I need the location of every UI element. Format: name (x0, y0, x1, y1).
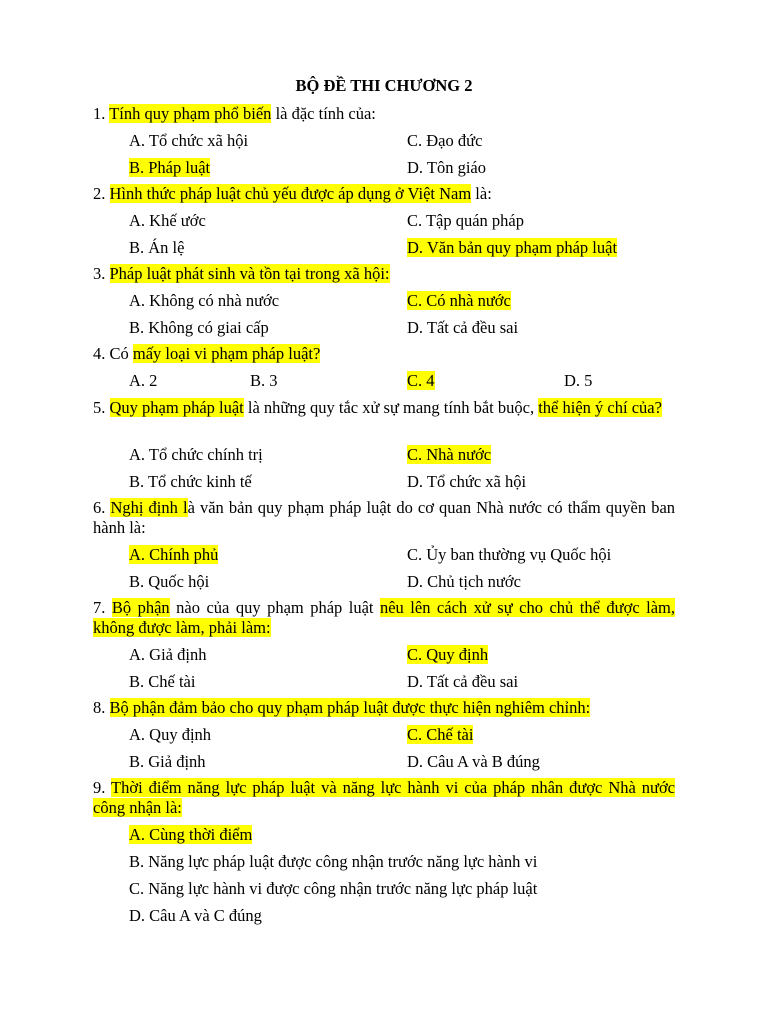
answer-option (129, 472, 252, 492)
answer-option (407, 445, 491, 465)
answer-option (407, 238, 617, 258)
answer-option-text: D. 5 (564, 371, 593, 390)
question-highlight: Hình thức pháp luật chủ yếu được áp dụng ở Việt Nam (109, 184, 472, 203)
answer-option-text: B. Năng lực pháp luật được công nhận trước năng lực hành vi (129, 852, 538, 871)
answer-option (129, 211, 206, 231)
answer-option (129, 906, 262, 926)
question-7 (93, 598, 675, 638)
answer-option-text: A. Không có nhà nước (129, 291, 280, 310)
answer-option-text: B. Quốc hội (129, 572, 210, 591)
question-9 (93, 778, 675, 818)
question-text: là: (471, 184, 492, 203)
question-highlight: Nghị định l (110, 498, 188, 517)
answer-option-highlighted: C. Quy định (407, 645, 489, 664)
question-text: 1. (93, 104, 110, 123)
answer-option (129, 158, 210, 178)
answer-option (129, 238, 184, 258)
answer-option (407, 291, 511, 311)
answer-option-highlighted: C. Chế tài (407, 725, 474, 744)
answer-option-highlighted: A. Cùng thời điểm (129, 825, 253, 844)
answer-option (407, 725, 473, 745)
answer-option-text: A. Khế ước (129, 211, 206, 230)
answer-option (407, 672, 518, 692)
answer-option-text: C. Năng lực hành vi được công nhận trước năng lực pháp luật (129, 879, 538, 898)
question-text: là đặc tính của: (271, 104, 376, 123)
answer-option (250, 371, 278, 391)
answer-option-text: B. Không có giai cấp (129, 318, 269, 337)
question-highlight: Thời điểm năng lực pháp luật và năng lực hành vi của pháp nhân được Nhà nước công nhận là: (93, 778, 675, 817)
answer-option (407, 211, 524, 231)
answer-option (564, 371, 592, 391)
answer-option (129, 131, 248, 151)
answer-option-text: D. Câu A và C đúng (129, 906, 262, 925)
answer-option-text: B. Giả định (129, 752, 206, 771)
question-highlight: Bộ phận đảm bảo cho quy phạm pháp luật được thực hiện nghiêm chỉnh: (109, 698, 591, 717)
question-highlight: Bộ phận (111, 598, 170, 617)
answer-option-text: D. Tất cả đều sai (407, 318, 519, 337)
answer-option (129, 291, 279, 311)
question-text: 5. (93, 398, 110, 417)
answer-option-text: C. Ủy ban thường vụ Quốc hội (407, 545, 612, 564)
question-text: 6. (93, 498, 111, 517)
answer-option (407, 752, 540, 772)
answer-option (407, 318, 518, 338)
answer-option-text: D. Tổ chức xã hội (407, 472, 527, 491)
answer-option (407, 371, 435, 391)
question-text: 9. (93, 778, 112, 797)
answer-option-text: B. Tổ chức kinh tế (129, 472, 252, 491)
answer-option (129, 572, 209, 592)
question-text: nào của quy phạm pháp luật (169, 598, 380, 617)
answer-option-highlighted: D. Văn bản quy phạm pháp luật (407, 238, 618, 257)
answer-option-text: B. 3 (250, 371, 278, 390)
answer-option (129, 445, 263, 465)
answer-option-text: B. Án lệ (129, 238, 185, 257)
answer-option-text: D. Câu A và B đúng (407, 752, 540, 771)
question-text: là những quy tắc xử sự mang tính bắt buộc, (243, 398, 539, 417)
answer-option-text: D. Tôn giáo (407, 158, 486, 177)
question-2 (93, 184, 675, 204)
answer-option-text: A. Tổ chức chính trị (129, 445, 263, 464)
answer-option-highlighted: C. Nhà nước (407, 445, 492, 464)
question-highlight: Quy phạm pháp luật (109, 398, 244, 417)
answer-option-text: C. Tập quán pháp (407, 211, 525, 230)
question-6 (93, 498, 675, 538)
question-4 (93, 344, 675, 364)
question-highlight: Tính quy phạm phổ biến (109, 104, 272, 123)
question-3 (93, 264, 675, 284)
question-text: 3. (93, 264, 110, 283)
answer-option-text: A. Giả định (129, 645, 207, 664)
question-text: à văn bản quy phạm pháp luật do cơ quan Nhà nước có thẩm quyền ban hành là: (93, 498, 676, 537)
page-title: BỘ ĐỀ THI CHƯƠNG 2 (295, 76, 473, 95)
answer-option-text: C. Đạo đức (407, 131, 483, 150)
answer-option (407, 572, 521, 592)
answer-option-text: A. 2 (129, 371, 158, 390)
answer-option (407, 131, 482, 151)
question-text: 8. (93, 698, 110, 717)
answer-option (407, 545, 611, 565)
answer-option (129, 752, 206, 772)
answer-option-text: A. Quy định (129, 725, 212, 744)
answer-option (129, 672, 195, 692)
question-highlight: thể hiện ý chí của? (538, 398, 662, 417)
answer-option-highlighted: B. Pháp luật (129, 158, 211, 177)
question-text: 7. (93, 598, 112, 617)
answer-option-text: D. Chủ tịch nước (407, 572, 521, 591)
answer-option (407, 158, 486, 178)
question-highlight: nêu lên cách xử sự cho chủ thể được làm, không được làm, phải làm: (93, 598, 675, 637)
answer-option (129, 725, 211, 745)
answer-option (129, 879, 537, 899)
answer-option (129, 645, 206, 665)
question-highlight: mấy loại vi phạm pháp luật? (132, 344, 321, 363)
question-1 (93, 104, 675, 124)
answer-option (407, 472, 526, 492)
answer-option-highlighted: A. Chính phủ (129, 545, 219, 564)
question-8 (93, 698, 675, 718)
answer-option-text: A. Tổ chức xã hội (129, 131, 249, 150)
question-text: 2. (93, 184, 110, 203)
answer-option-text: B. Chế tài (129, 672, 196, 691)
answer-option (129, 852, 537, 872)
answer-option (129, 318, 269, 338)
answer-option (129, 371, 157, 391)
question-highlight: Pháp luật phát sinh và tồn tại trong xã hội: (109, 264, 390, 283)
answer-option (129, 545, 218, 565)
question-5 (93, 398, 675, 418)
answer-option (129, 825, 252, 845)
answer-option (407, 645, 488, 665)
answer-option-text: D. Tất cả đều sai (407, 672, 519, 691)
question-text: 4. Có (93, 344, 133, 363)
answer-option-highlighted: C. Có nhà nước (407, 291, 511, 310)
answer-option-highlighted: C. 4 (407, 371, 435, 390)
